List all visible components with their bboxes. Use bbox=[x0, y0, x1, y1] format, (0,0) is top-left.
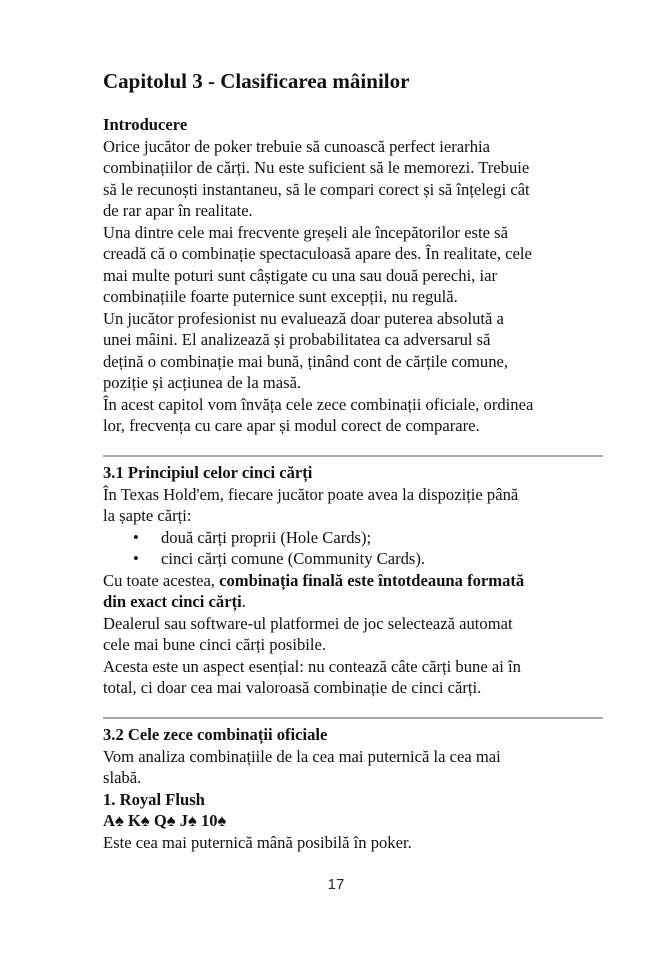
section-3-1 bbox=[103, 462, 603, 699]
paragraph-line: Dealerul sau software-ul platformei de joc selectează automat bbox=[103, 613, 513, 633]
section-heading: 3.1 Principiul celor cinci cărți bbox=[103, 463, 313, 482]
bullet-icon: • bbox=[133, 527, 139, 547]
emphasis-text: combinația finală este întotdeauna formată bbox=[219, 570, 525, 590]
paragraph-line: lor, frecvența cu care apar și modul corect de comparare. bbox=[103, 416, 480, 435]
section-divider bbox=[103, 717, 603, 719]
emphasis-text: din exact cinci cărți bbox=[103, 592, 242, 611]
paragraph-line: mai multe poturi sunt câștigate cu una sau două perechi, iar bbox=[103, 265, 497, 285]
section-heading: 3.2 Cele zece combinații oficiale bbox=[103, 725, 328, 744]
paragraph-line: unei mâini. El analizează și probabilitatea ca adversarul să bbox=[103, 330, 491, 349]
paragraph-line: slabă. bbox=[103, 768, 142, 787]
page-number: 17 bbox=[327, 876, 345, 893]
paragraph-line: să le recunoști instantaneu, să le compari corect și să înțelegi cât bbox=[103, 179, 530, 199]
list-item-text: două cărți proprii (Hole Cards); bbox=[161, 527, 372, 547]
paragraph-line: În acest capitol vom învăța cele zece combinații oficiale, ordinea bbox=[103, 394, 534, 414]
intro-heading: Introducere bbox=[103, 115, 188, 134]
paragraph-line: de rar apar în realitate. bbox=[103, 201, 253, 220]
list-item bbox=[133, 527, 603, 549]
paragraph-line: Una dintre cele mai frecvente greșeli ale începătorilor este să bbox=[103, 222, 508, 242]
bullet-icon: • bbox=[133, 549, 139, 568]
hand-cards: A♠ K♠ Q♠ J♠ 10♠ bbox=[103, 811, 227, 830]
paragraph-line: În Texas Hold'em, fiecare jucător poate avea la dispoziție până bbox=[103, 484, 519, 504]
paragraph-line: combinațiilor de cărți. Nu este suficient să le memorezi. Trebuie bbox=[103, 158, 530, 177]
paragraph-line bbox=[103, 570, 603, 592]
chapter-title: Capitolul 3 - Clasificarea mâinilor bbox=[103, 69, 410, 93]
punctuation: . bbox=[241, 592, 246, 611]
list-item-text: cinci cărți comune (Community Cards). bbox=[161, 549, 426, 568]
paragraph-line: total, ci doar cea mai valoroasă combinație de cinci cărți. bbox=[103, 678, 482, 697]
paragraph-line: Acesta este un aspect esențial: nu contează câte cărți bune ai în bbox=[103, 656, 521, 676]
hand-description: Este cea mai puternică mână posibilă în poker. bbox=[103, 832, 412, 852]
paragraph-line: Vom analiza combinațiile de la cea mai puternică la cea mai bbox=[103, 746, 501, 766]
list-item bbox=[133, 548, 603, 570]
paragraph-line: la șapte cărți: bbox=[103, 506, 192, 525]
section-divider bbox=[103, 455, 603, 457]
hand-title: 1. Royal Flush bbox=[103, 789, 205, 809]
paragraph-line: poziție și acțiunea de la masă. bbox=[103, 373, 302, 392]
paragraph-line: combinațiile foarte puternice sunt excepții, nu regulă. bbox=[103, 287, 458, 306]
paragraph-line: cele mai bune cinci cărți posibile. bbox=[103, 635, 327, 654]
paragraph-line bbox=[103, 591, 603, 613]
paragraph-line: Orice jucător de poker trebuie să cunoască perfect ierarhia bbox=[103, 136, 490, 156]
section-3-2 bbox=[103, 724, 603, 853]
intro-section bbox=[103, 114, 603, 437]
bullet-list bbox=[103, 527, 603, 570]
paragraph-line: creadă că o combinație spectaculoasă apare des. În realitate, cele bbox=[103, 244, 532, 263]
paragraph-line: dețină o combinație mai bună, ținând cont de cărțile comune, bbox=[103, 351, 509, 371]
paragraph-line: Un jucător profesionist nu evaluează doar puterea absolută a bbox=[103, 308, 504, 328]
lead-in-text: Cu toate acestea, bbox=[103, 570, 220, 590]
